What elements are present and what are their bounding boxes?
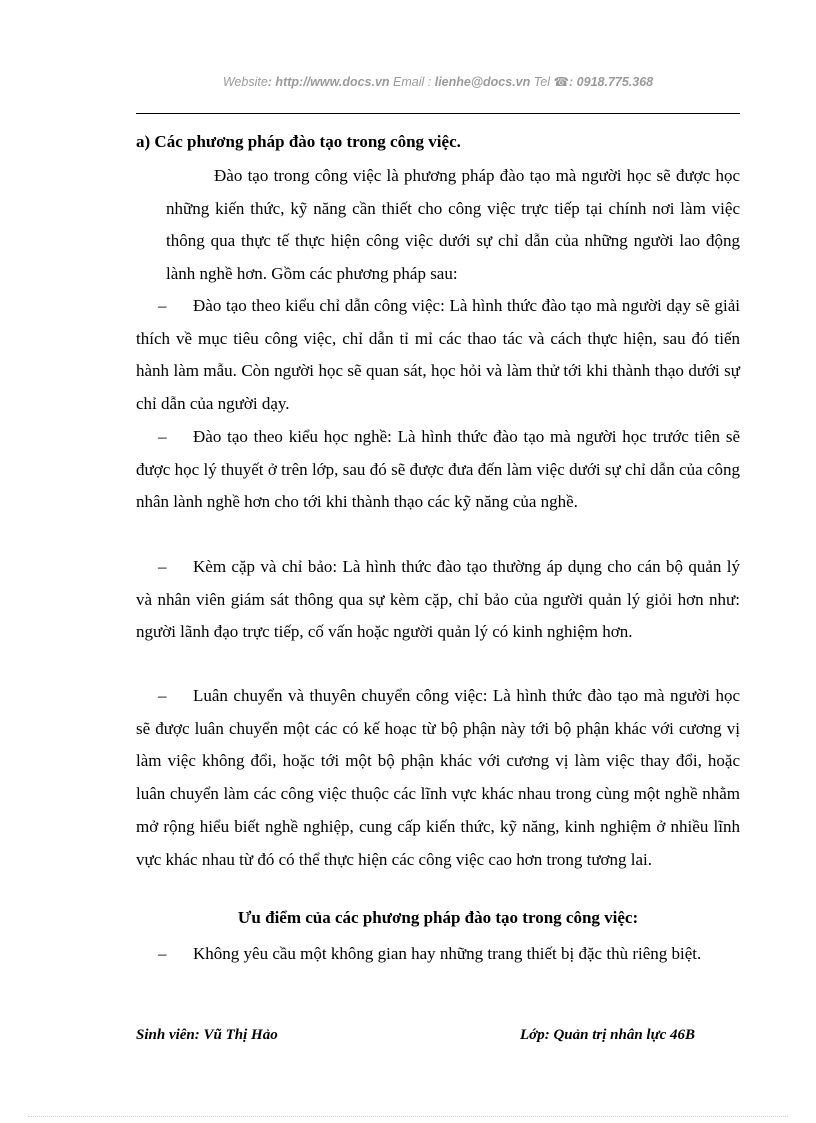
dash-bullet: –	[158, 944, 167, 963]
footer-student: Sinh viên: Vũ Thị Hảo	[136, 1027, 278, 1043]
method-item	[136, 290, 740, 421]
dash-bullet: –	[158, 686, 167, 705]
advantage-item	[136, 938, 740, 971]
dash-bullet: –	[158, 296, 167, 315]
website-label: Website	[222, 75, 268, 89]
website-url: : http://www.docs.vn	[267, 75, 390, 89]
method-item	[136, 680, 740, 876]
method-item	[136, 421, 740, 519]
header-divider	[136, 113, 740, 114]
phone-icon: ☎	[553, 75, 570, 89]
method-text: Kèm cặp và chỉ bảo: Là hình thức đào tạo thường áp dụng cho cán bộ quản lý và nhân viên giám sát thông qua sự kèm cặp, chỉ bảo của người quản lý giỏi hơn như: người lãnh đạo trực tiếp, cố vấn hoặc người quản lý có kinh nghiệm hơn.	[136, 557, 740, 642]
email-address: lienhe@docs.vn	[431, 75, 531, 89]
method-text: Đào tạo theo kiểu học nghề: Là hình thức đào tạo mà người học trước tiên sẽ được học lý thuyết ở trên lớp, sau đó sẽ được đưa đến làm việc dưới sự chỉ dẫn của công nhân lành nghề hơn cho tới khi thành thạo các kỹ năng của nghề.	[136, 427, 740, 512]
section-heading: a) Các phương pháp đào tạo trong công việc.	[136, 132, 461, 151]
tel-label: Tel	[530, 75, 554, 89]
intro-paragraph: Đào tạo trong công việc là phương pháp đào tạo mà người học sẽ được học những kiến thức, kỹ năng cần thiết cho công việc trực tiếp tại chính nơi làm việc thông qua thực tế thực hiện công việc dưới sự chỉ dẫn của những người lao động lành nghề hơn. Gồm các phương pháp sau:	[166, 166, 740, 284]
method-text: Luân chuyển và thuyên chuyển công việc: Là hình thức đào tạo mà người học sẽ được luân chuyển một các có kế hoạc từ bộ phận này tới bộ phận khác với cương vị làm việc không đổi, hoặc tới một bộ phận khác với cương vị làm việc thay đổi, hoặc luân chuyển làm các công việc thuộc các lĩnh vực khác nhau trong cùng một nghề nhằm mở rộng hiểu biết nghề nghiệp, cung cấp kiến thức, kỹ năng, kinh nghiệm ở nhiều lĩnh vực khác nhau từ đó có thể thực hiện các công việc cao hơn trong tương lai.	[136, 686, 740, 869]
advantage-text: Không yêu cầu một không gian hay những trang thiết bị đặc thù riêng biệt.	[193, 944, 702, 963]
tel-number: : 0918.775.368	[569, 75, 654, 89]
dash-bullet: –	[158, 427, 167, 446]
method-item	[136, 551, 740, 649]
footer-class: Lớp: Quản trị nhân lực 46B	[520, 1027, 695, 1043]
method-text: Đào tạo theo kiểu chỉ dẫn công việc: Là hình thức đào tạo mà người dạy sẽ giải thích về mục tiêu công việc, chỉ dẫn tỉ mỉ các thao tác và cách thực hiện, sau đó tiến hành làm mẫu. Còn người học sẽ quan sát, học hỏi và làm thử tới khi thành thạo dưới sự chỉ dẫn của người dạy.	[136, 296, 740, 414]
page-header	[136, 74, 740, 94]
dash-bullet: –	[158, 557, 167, 576]
advantages-heading: Ưu điểm của các phương pháp đào tạo trong công việc:	[237, 908, 639, 927]
email-label: Email :	[389, 75, 432, 89]
page-bottom-border	[28, 1116, 788, 1117]
